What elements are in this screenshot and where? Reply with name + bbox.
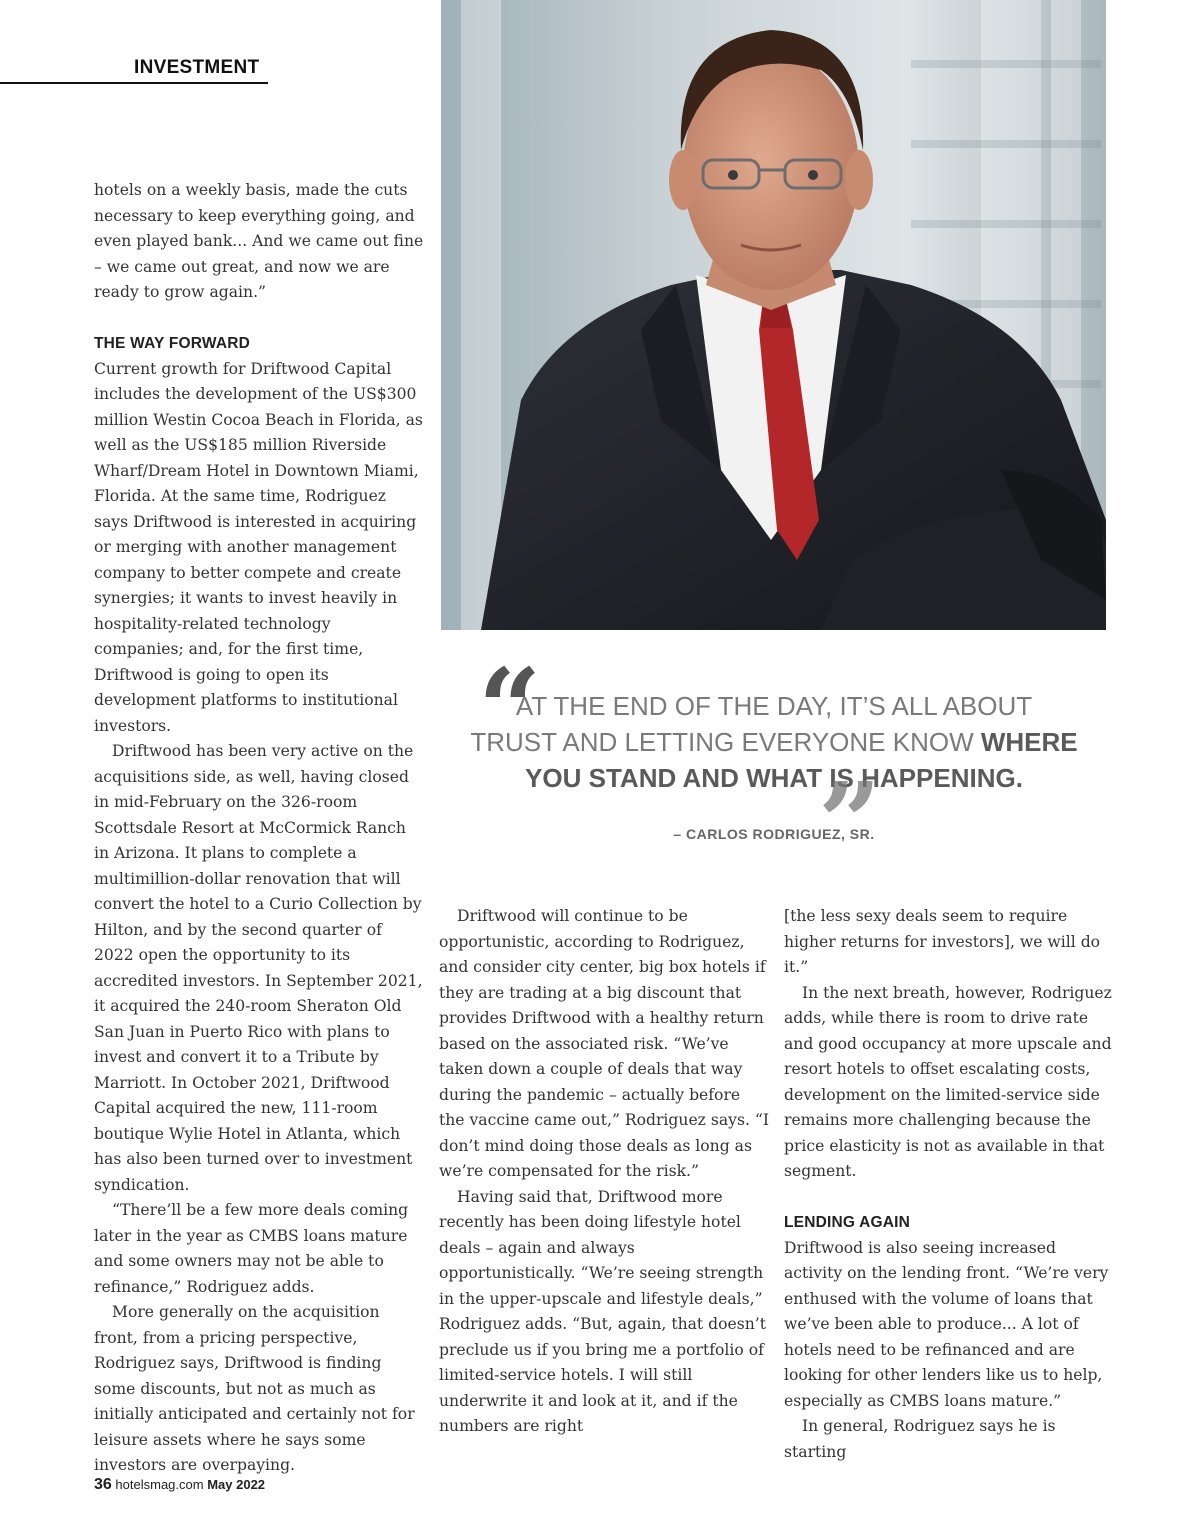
close-quote-mark: ” [818, 758, 882, 887]
paragraph: Driftwood will continue to be opportunistic, according to Rodriguez, and consider city center, big box hotels if they are trading at a big discount that provides Driftwood with a healthy return based on the associated risk. “We’ve taken down a couple of deals that way during the pandemic – actually before the vaccine came out,” Rodriguez says. “I don’t mind doing those deals as long as we’re compensated for the risk.” [439, 907, 770, 1180]
pull-quote-attribution: – CARLOS RODRIGUEZ, SR. [673, 826, 875, 842]
paragraph: In general, Rodriguez says he is starting [784, 1417, 1056, 1461]
page-footer [94, 1476, 265, 1494]
footer-site: hotelsmag.com [115, 1477, 204, 1492]
article-column-2 [439, 904, 769, 1440]
paragraph: Driftwood has been very active on the acquisitions side, as well, having closed in mid-February on the 326-room Scottsdale Resort at McCormick Ranch in Arizona. It plans to complete a multimillion-dollar renovation that will convert the hotel to a Curio Collection by Hilton, and by the second quarter of 2022 open the opportunity to its accredited investors. In September 2021, it acquired the 240-room Sheraton Old San Juan in Puerto Rico with plans to invest and convert it to a Tribute by Marriott. In October 2021, Driftwood Capital acquired the new, 111-room boutique Wylie Hotel in Atlanta, which has also been turned over to investment syndication. [94, 742, 423, 1194]
pull-quote [470, 644, 1078, 887]
pull-quote-light: AT THE END OF THE DAY, IT’S ALL ABOUT TRUST AND LETTING EVERYONE KNOW [470, 691, 1033, 757]
pull-quote-bold: WHERE YOU STAND AND WHAT IS HAPPENING. [525, 727, 1078, 793]
paragraph: In the next breath, however, Rodriguez adds, while there is room to drive rate and good occupancy at more upscale and resort hotels to offset escalating costs, development on the limited-service side remains more challenging because the price elasticity is not as available in that segment. [784, 983, 1112, 1180]
pull-quote-text [470, 688, 1078, 796]
portrait-illustration [441, 0, 1106, 630]
paragraph: Having said that, Driftwood more recently has been doing lifestyle hotel deals – again and always opportunistically. “We’re seeing strength in the upper-upscale and lifestyle deals,” Rodriguez adds. “But, again, that doesn’t preclude us if you bring me a portfolio of limited-service hotels. I will still underwrite it and look at it, and if the numbers are right [439, 1187, 767, 1435]
subhead-the-way-forward: THE WAY FORWARD [94, 335, 251, 352]
page-number: 36 [94, 1476, 112, 1493]
section-rule [0, 82, 268, 84]
section-label: INVESTMENT [134, 57, 260, 78]
open-quote-mark: “ [478, 644, 542, 773]
paragraph: More generally on the acquisition front, from a pricing perspective, Rodriguez says, Driftwood is finding some discounts, but not as much as initially anticipated and certainly not for leisure assets where he says some investors are overpaying. [94, 1303, 415, 1474]
paragraph: “There’ll be a few more deals coming later in the year as CMBS loans mature and some owners may not be able to refinance,” Rodriguez adds. [94, 1201, 409, 1296]
article-column-1 [94, 178, 424, 1479]
subhead-lending-again: LENDING AGAIN [784, 1214, 911, 1231]
footer-date: May 2022 [207, 1477, 266, 1492]
paragraph: Current growth for Driftwood Capital includes the development of the US$300 million Westin Cocoa Beach in Florida, as well as the US$185 million Riverside Wharf/Dream Hotel in Downtown Miami, Florida. At the same time, Rodriguez says Driftwood is interested in acquiring or merging with another management company to better compete and create synergies; it wants to invest heavily in hospitality-related technology companies; and, for the first time, Driftwood is going to open its development platforms to institutional investors. [94, 359, 423, 735]
portrait-photo [441, 0, 1106, 630]
paragraph: hotels on a weekly basis, made the cuts necessary to keep everything going, and even played bank... And we came out fine – we came out great, and now we are ready to grow again.” [94, 181, 424, 301]
paragraph: Driftwood is also seeing increased activity on the lending front. “We’re very enthused with the volume of loans that we’ve been able to produce... A lot of hotels need to be refinanced and are looking for other lenders like us to help, especially as CMBS loans mature.” [784, 1238, 1109, 1410]
paragraph: [the less sexy deals seem to require higher returns for investors], we will do it.” [784, 907, 1101, 976]
article-column-3 [784, 904, 1114, 1465]
